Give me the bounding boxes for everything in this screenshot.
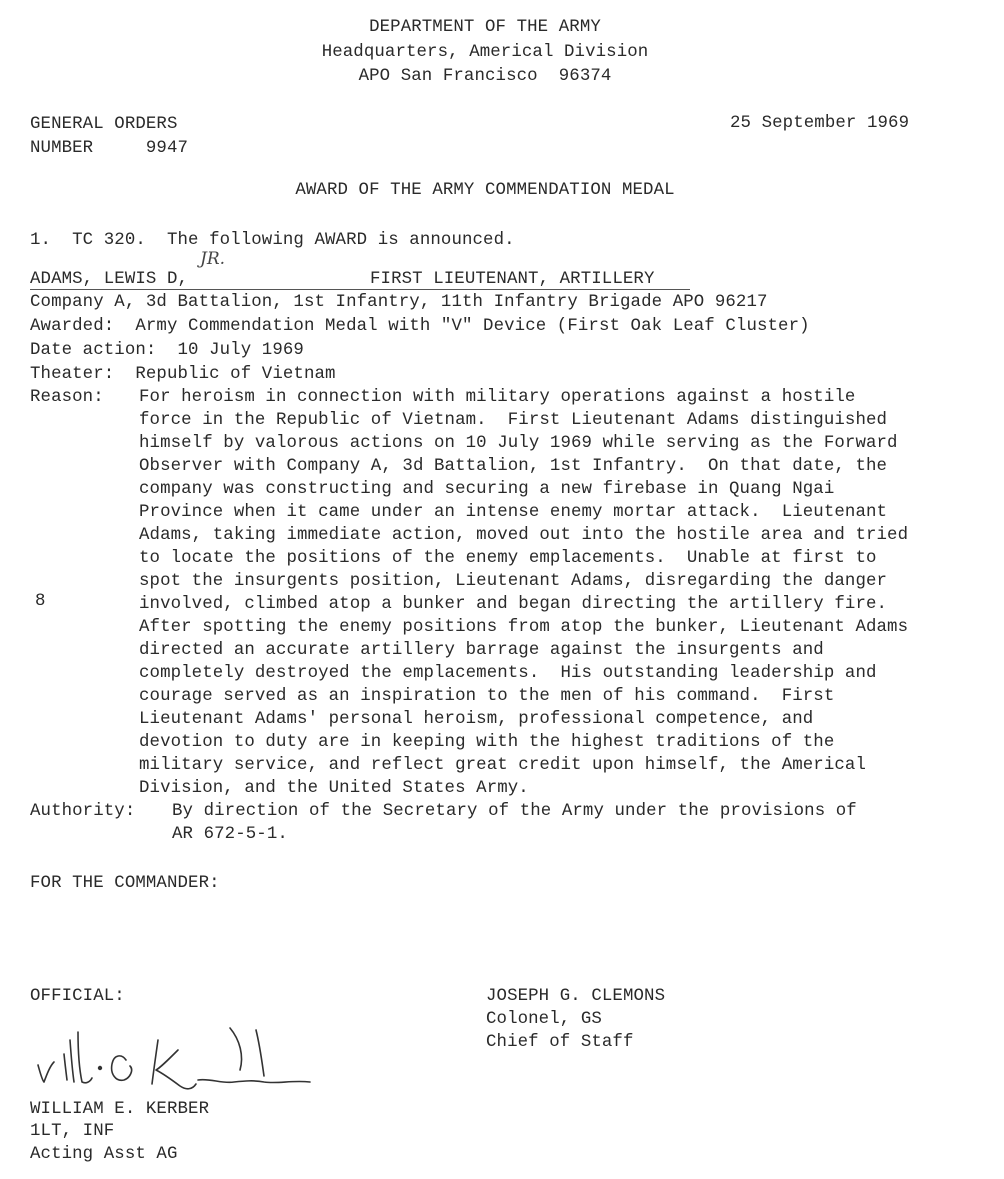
order-number: NUMBER 9947 xyxy=(30,139,189,158)
department-heading: DEPARTMENT OF THE ARMY xyxy=(369,18,601,37)
order-date: 25 September 1969 xyxy=(730,114,910,133)
reason-line: involved, climbed atop a bunker and began directing the artillery fire. xyxy=(139,595,888,614)
recipient-rank: FIRST LIEUTENANT, ARTILLERY xyxy=(370,270,655,289)
awarded-line: Awarded: Army Commendation Medal with "V" Device (First Oak Leaf Cluster) xyxy=(30,317,810,336)
reason-line: After spotting the enemy positions from atop the bunker, Lieutenant Adams xyxy=(139,618,909,637)
theater-line: Theater: Republic of Vietnam xyxy=(30,365,336,384)
recipient-name: ADAMS, LEWIS D, xyxy=(30,270,189,289)
authority-line: By direction of the Secretary of the Army under the provisions of xyxy=(172,802,857,821)
date-action-line: Date action: 10 July 1969 xyxy=(30,341,304,360)
recipient-unit: Company A, 3d Battalion, 1st Infantry, 11th Infantry Brigade APO 96217 xyxy=(30,293,768,312)
authority-reference: AR 672-5-1. xyxy=(172,825,288,844)
reason-line: company was constructing and securing a new firebase in Quang Ngai xyxy=(139,480,835,499)
reason-line: devotion to duty are in keeping with the highest traditions of the xyxy=(139,733,835,752)
kerber-signature xyxy=(30,1010,330,1100)
apo-heading: APO San Francisco 96374 xyxy=(358,67,612,86)
for-the-commander: FOR THE COMMANDER: xyxy=(30,874,220,893)
official-label: OFFICIAL: xyxy=(30,987,125,1006)
reason-line: For heroism in connection with military operations against a hostile xyxy=(139,388,856,407)
chief-name: JOSEPH G. CLEMONS xyxy=(486,987,666,1006)
official-title: Acting Asst AG xyxy=(30,1145,178,1164)
general-orders-label: GENERAL ORDERS xyxy=(30,115,178,134)
authority-label: Authority: xyxy=(30,802,136,821)
reason-line: Division, and the United States Army. xyxy=(139,779,529,798)
reason-label: Reason: xyxy=(30,388,104,407)
handwritten-jr-mark: JR. xyxy=(200,249,226,269)
chief-title: Chief of Staff xyxy=(486,1033,634,1052)
document-title: AWARD OF THE ARMY COMMENDATION MEDAL xyxy=(295,181,675,200)
reason-line: force in the Republic of Vietnam. First Lieutenant Adams distinguished xyxy=(139,411,888,430)
margin-mark: 8 xyxy=(35,592,46,611)
intro-line: 1. TC 320. The following AWARD is announced. xyxy=(30,231,515,250)
reason-line: military service, and reflect great credit upon himself, the Americal xyxy=(139,756,866,775)
reason-line: completely destroyed the emplacements. His outstanding leadership and xyxy=(139,664,877,683)
official-name: WILLIAM E. KERBER xyxy=(30,1100,210,1119)
chief-rank: Colonel, GS xyxy=(486,1010,602,1029)
official-rank: 1LT, INF xyxy=(30,1122,115,1141)
reason-line: himself by valorous actions on 10 July 1969 while serving as the Forward xyxy=(139,434,898,453)
reason-line: spot the insurgents position, Lieutenant Adams, disregarding the danger xyxy=(139,572,888,591)
name-underline xyxy=(30,289,690,290)
reason-line: Province when it came under an intense enemy mortar attack. Lieutenant xyxy=(139,503,888,522)
reason-line: directed an accurate artillery barrage against the insurgents and xyxy=(139,641,824,660)
reason-line: Adams, taking immediate action, moved out into the hostile area and tried xyxy=(139,526,909,545)
reason-line: to locate the positions of the enemy emplacements. Unable at first to xyxy=(139,549,877,568)
reason-line: Observer with Company A, 3d Battalion, 1st Infantry. On that date, the xyxy=(139,457,888,476)
reason-line: courage served as an inspiration to the men of his command. First xyxy=(139,687,835,706)
headquarters-heading: Headquarters, Americal Division xyxy=(321,43,649,62)
reason-line: Lieutenant Adams' personal heroism, professional competence, and xyxy=(139,710,814,729)
